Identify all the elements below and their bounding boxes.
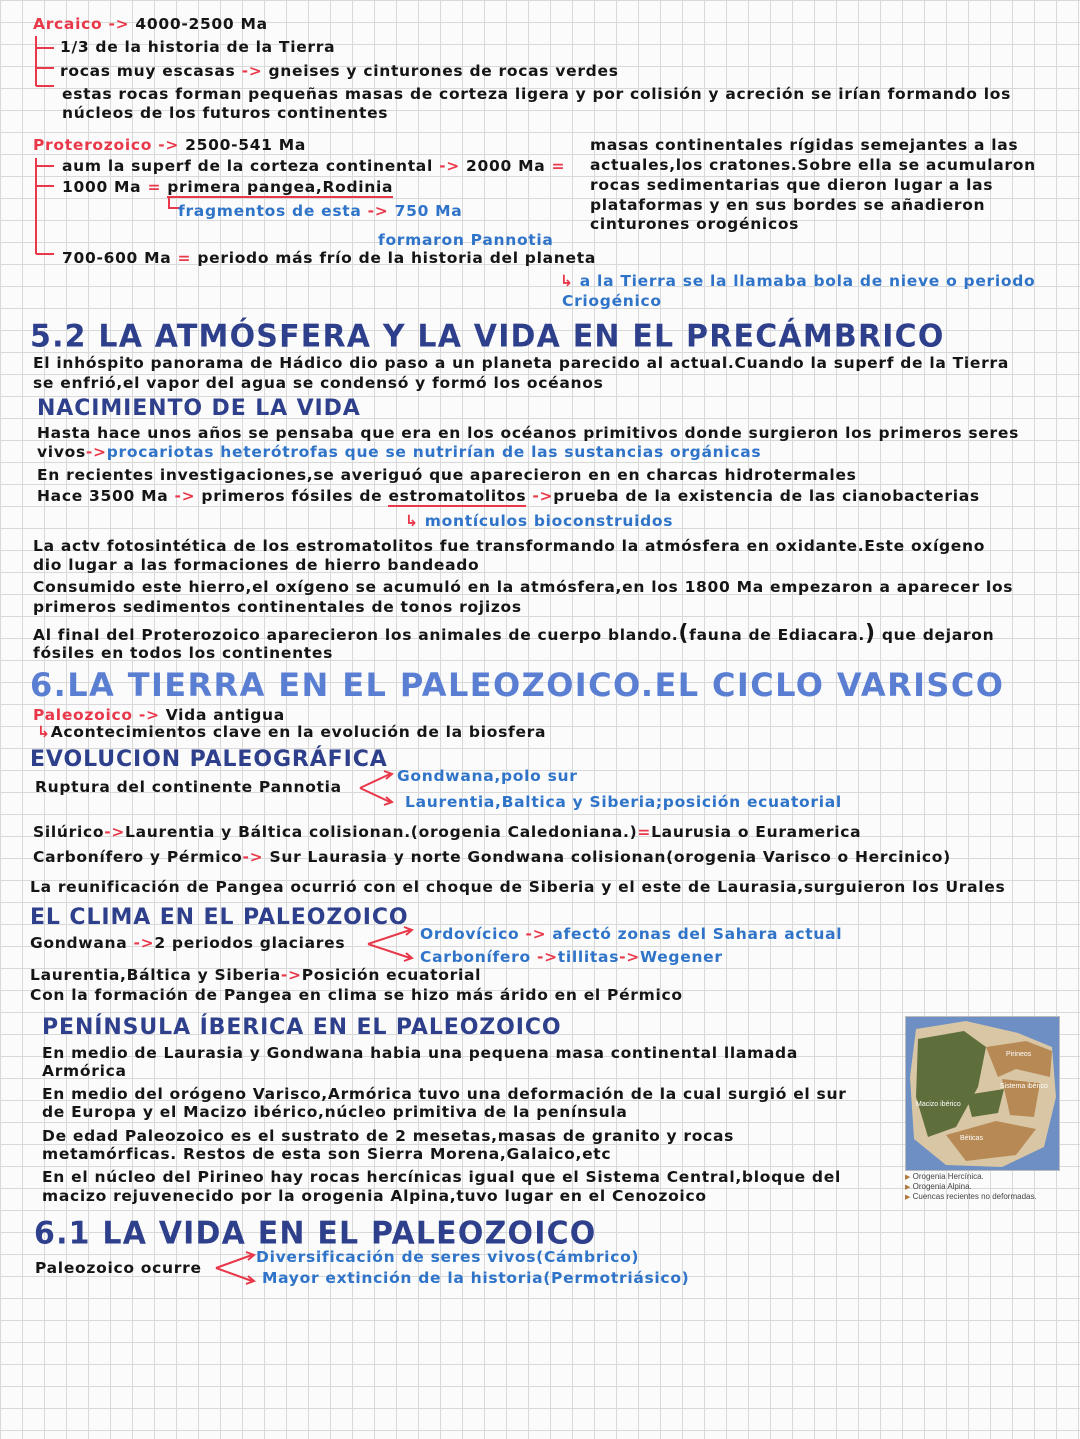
pal-b: Vida antigua — [165, 706, 285, 724]
arrow-icon: -> — [108, 15, 130, 33]
sil-a: Silúrico — [33, 823, 105, 841]
equals-icon: = — [147, 178, 162, 196]
equals-icon: = — [551, 157, 566, 175]
clima-title: EL CLIMA EN EL PALEOZOICO — [30, 905, 409, 930]
branch-arrow-icon — [30, 156, 60, 260]
map-label: Macizo ibérico — [916, 1101, 961, 1108]
map-label: Sistema ibérico — [1000, 1083, 1048, 1090]
branch-arrow-icon — [30, 34, 60, 94]
iberica-line: de Europa y el Macizo ibérico,núcleo primitiva de la península — [42, 1103, 628, 1121]
carb-c: Wegener — [639, 948, 723, 966]
s52-p2 — [37, 443, 761, 462]
proterozoico-l1a: aum la superf de la corteza continental — [62, 157, 433, 175]
ord-b: afectó zonas del Sahara actual — [552, 925, 843, 943]
pal-title: Paleozoico — [33, 706, 133, 724]
arcaico-l2a: rocas muy escasas — [60, 62, 236, 80]
sil-c: Laurusia o Euramerica — [651, 823, 862, 841]
carbonifero-clima-line — [420, 948, 723, 967]
iberica-line: En el núcleo del Pirineo hay rocas hercínicas igual que el Sistema Central,bloque del — [42, 1168, 841, 1186]
split-arrow-icon — [366, 924, 418, 964]
laurentia-line — [30, 966, 481, 985]
arcaico-range: 4000-2500 Ma — [135, 15, 268, 33]
map-label: Béticas — [960, 1135, 983, 1142]
s52-p4a: Hace 3500 Ma — [37, 487, 169, 505]
arrow-icon: -> — [536, 948, 558, 966]
arcaico-l3b: núcleos de los futuros continentes — [62, 104, 389, 122]
arrow-icon: -> — [525, 925, 547, 943]
arrow-icon: -> — [367, 202, 389, 220]
equals-icon: = — [637, 823, 652, 841]
carb-b: tillitas — [557, 948, 620, 966]
iberica-line: macizo rejuvenecido por la orogenia Alpina,tuvo lugar en el Cenozoico — [42, 1187, 707, 1205]
arrow-icon: -> — [280, 966, 302, 984]
side-line: masas continentales rígidas semejantes a las — [590, 136, 1019, 154]
map-label: Pirineos — [1006, 1051, 1032, 1058]
s52-p1b: se enfrió,el vapor del agua se condensó y formó los océanos — [33, 374, 604, 392]
equals-icon: = — [177, 249, 192, 267]
silurico-line — [33, 823, 861, 842]
nacimiento-title: NACIMIENTO DE LA VIDA — [37, 396, 361, 421]
proterozoico-pannotia: formaron Pannotia — [378, 231, 554, 249]
arcaico-l3a: estas rocas forman pequeñas masas de corteza ligera y por colisión y acreción se irían formando los — [62, 85, 1012, 103]
gon-b: 2 periodos glaciares — [154, 934, 346, 952]
frag-ma: 750 Ma — [394, 202, 463, 220]
s52-p7c: que dejaron — [881, 626, 995, 644]
arrow-icon: -> — [619, 948, 640, 966]
proterozoico-l2 — [62, 178, 393, 197]
map-graphic — [906, 1017, 1059, 1170]
ruptura-text: Ruptura del continente Pannotia — [35, 778, 342, 796]
legend-text: Orogenia Alpina. — [912, 1182, 972, 1191]
ord: Ordovícico — [420, 925, 520, 943]
side-line: rocas sedimentarias que dieron lugar a las — [590, 176, 994, 194]
reunificacion: La reunificación de Pangea ocurrió con el choque de Siberia y el este de Laurasia,surguieron los Urales — [30, 878, 1006, 896]
proterozoico-l3 — [62, 249, 596, 268]
arrow-icon: -> — [174, 487, 196, 505]
arcaico-l2 — [60, 62, 619, 81]
split-arrow-icon — [358, 768, 398, 808]
legend-text: Cuencas recientes no deformadas. — [912, 1192, 1037, 1201]
arrow-icon: ↳ — [405, 512, 419, 530]
proterozoico-l1 — [62, 157, 565, 176]
triangle-icon: ▶ — [905, 1194, 911, 1201]
iberica-line: metamórficas. Restos de esta son Sierra Morena,Galaico,etc — [42, 1145, 612, 1163]
arrow-icon: -> — [85, 443, 107, 461]
s52-p2c: procariotas heterótrofas que se nutrirían de las sustancias orgánicas — [106, 443, 762, 461]
iberica-line: Armórica — [42, 1062, 127, 1080]
map-legend-item — [905, 1192, 1037, 1201]
map-legend-item — [905, 1172, 984, 1181]
side-line: actuales,los cratones.Sobre ella se acumularon — [590, 156, 1036, 174]
arrow-icon: ↳ — [37, 723, 51, 741]
frag-text: fragmentos de esta — [178, 202, 362, 220]
map-legend-item — [905, 1182, 972, 1191]
s52-p7a: Al final del Proterozoico aparecieron los animales de cuerpo blando. — [33, 626, 679, 644]
s52-p4b: primeros fósiles de — [201, 487, 383, 505]
proterozoico-l2a: 1000 Ma — [62, 178, 142, 196]
section-5-2-title: 5.2 LA ATMÓSFERA Y LA VIDA EN EL PRECÁMBRICO — [30, 318, 945, 355]
section-6-title: 6.LA TIERRA EN EL PALEOZOICO.EL CICLO VARISCO — [30, 666, 1005, 704]
proterozoico-title: Proterozoico — [33, 136, 153, 154]
arrow-icon: ↳ — [560, 272, 574, 290]
car-b: Sur Laurasia y norte Gondwana colisionan(orogenia Varisco o Hercinico) — [269, 848, 951, 866]
s52-p4e: montículos bioconstruidos — [424, 512, 674, 530]
s61-b: Diversificación de seres vivos(Cámbrico) — [256, 1248, 640, 1266]
s61-a: Paleozoico ocurre — [35, 1259, 202, 1277]
lau-a: Laurentia,Báltica y Siberia — [30, 966, 281, 984]
s52-p5a: La actv fotosintética de los estromatolitos fue transformando la atmósfera en oxidante.Este oxígeno — [33, 537, 986, 555]
arrow-icon: -> — [439, 157, 460, 175]
iberica-title: PENÍNSULA ÍBERICA EN EL PALEOZOICO — [42, 1015, 562, 1040]
gondwana-line — [30, 934, 345, 953]
arcaico-l1: 1/3 de la historia de la Tierra — [60, 38, 336, 56]
side-line: cinturones orogénicos — [590, 215, 800, 233]
proterozoico-frag — [178, 202, 462, 221]
ordovicico-line — [420, 925, 842, 944]
arcaico-l2b: gneises y cinturones de rocas verdes — [268, 62, 619, 80]
s52-p4e-line — [405, 512, 673, 531]
triangle-icon: ▶ — [905, 1174, 911, 1181]
iberica-line: En medio de Laurasia y Gondwana habia una pequena masa continental llamada — [42, 1044, 798, 1062]
arcaico-line — [33, 15, 268, 34]
arrow-icon: -> — [138, 706, 160, 724]
lau-b: Posición ecuatorial — [301, 966, 482, 984]
gon: Gondwana — [30, 934, 128, 952]
bola-a: a la Tierra se la llamaba bola de nieve o periodo — [579, 272, 1036, 290]
split-arrow-icon — [214, 1250, 258, 1286]
s52-p5b: dio lugar a las formaciones de hierro bandeado — [33, 556, 480, 574]
side-line: plataformas y en sus bordes se añadieron — [590, 196, 986, 214]
iberia-geology-map — [905, 1016, 1060, 1171]
s52-p6b: primeros sedimentos continentales de tonos rojizos — [33, 598, 522, 616]
section-6-1-title: 6.1 LA VIDA EN EL PALEOZOICO — [34, 1215, 597, 1252]
pal-c: Acontecimientos clave en la evolución de la biosfera — [50, 723, 547, 741]
pal-c-line — [37, 723, 546, 742]
sil-b: Laurentia y Báltica colisionan.(orogenia Caledoniana.) — [125, 823, 638, 841]
proterozoico-l3a: 700-600 Ma — [62, 249, 172, 267]
proterozoico-line — [33, 136, 306, 155]
ruptura-2: Laurentia,Baltica y Siberia;posición ecuatorial — [405, 793, 842, 811]
carb: Carbonífero — [420, 948, 531, 966]
legend-text: Orogenia Hercínica. — [912, 1172, 984, 1181]
arrow-icon: -> — [532, 487, 554, 505]
permico-line: Con la formación de Pangea en clima se hizo más árido en el Pérmico — [30, 986, 683, 1004]
arcaico-title: Arcaico — [33, 15, 103, 33]
s52-p2a: Hasta hace unos años se pensaba que era en los océanos primitivos donde surgieron los primeros seres — [37, 424, 1020, 442]
proterozoico-l3b: periodo más frío de la historia del planeta — [197, 249, 596, 267]
s52-p4d: prueba de la existencia de las cianobacterias — [553, 487, 980, 505]
s52-p4c: estromatolitos — [388, 487, 527, 505]
carbonifero-line — [33, 848, 951, 867]
proterozoico-l1b: 2000 Ma — [466, 157, 546, 175]
arrow-icon: -> — [242, 848, 264, 866]
bola-line — [560, 272, 1035, 291]
arrow-icon: -> — [158, 136, 180, 154]
s52-p4 — [37, 487, 980, 506]
arrow-icon: -> — [241, 62, 263, 80]
evolucion-title: EVOLUCION PALEOGRÁFICA — [30, 747, 388, 772]
arrow-icon: -> — [133, 934, 155, 952]
triangle-icon: ▶ — [905, 1184, 911, 1191]
s52-p7b: fauna de Ediacara. — [689, 626, 865, 644]
car-a: Carbonífero y Pérmico — [33, 848, 243, 866]
iberica-line: De edad Paleozoico es el sustrato de 2 mesetas,masas de granito y rocas — [42, 1127, 735, 1145]
s52-p3: En recientes investigaciones,se averiguó que aparecieron en en charcas hidrotermales — [37, 466, 857, 484]
s52-p6a: Consumido este hierro,el oxígeno se acumuló en la atmósfera,en los 1800 Ma empezaron a aparecer los — [33, 578, 1014, 596]
s52-p1a: El inhóspito panorama de Hádico dio paso a un planeta parecido al actual.Cuando la superf de la Tierra — [33, 354, 1009, 372]
proterozoico-range: 2500-541 Ma — [185, 136, 307, 154]
bola-b: Criogénico — [562, 292, 662, 310]
iberica-line: En medio del orógeno Varisco,Armórica tuvo una deformación de la cual surgió el sur — [42, 1085, 847, 1103]
s52-p7d: fósiles en todos los continentes — [33, 644, 334, 662]
s52-p2b: vivos — [37, 443, 86, 461]
ruptura-1: Gondwana,polo sur — [397, 767, 578, 785]
arrow-icon: -> — [104, 823, 126, 841]
proterozoico-l2b: primera pangea,Rodinia — [167, 178, 394, 196]
s52-p7: Al final del Proterozoico aparecieron los animales de cuerpo blando.(fauna de Ediacara.) que dejaron — [33, 621, 995, 646]
s61-c: Mayor extinción de la historia(Permotriásico) — [262, 1269, 690, 1287]
